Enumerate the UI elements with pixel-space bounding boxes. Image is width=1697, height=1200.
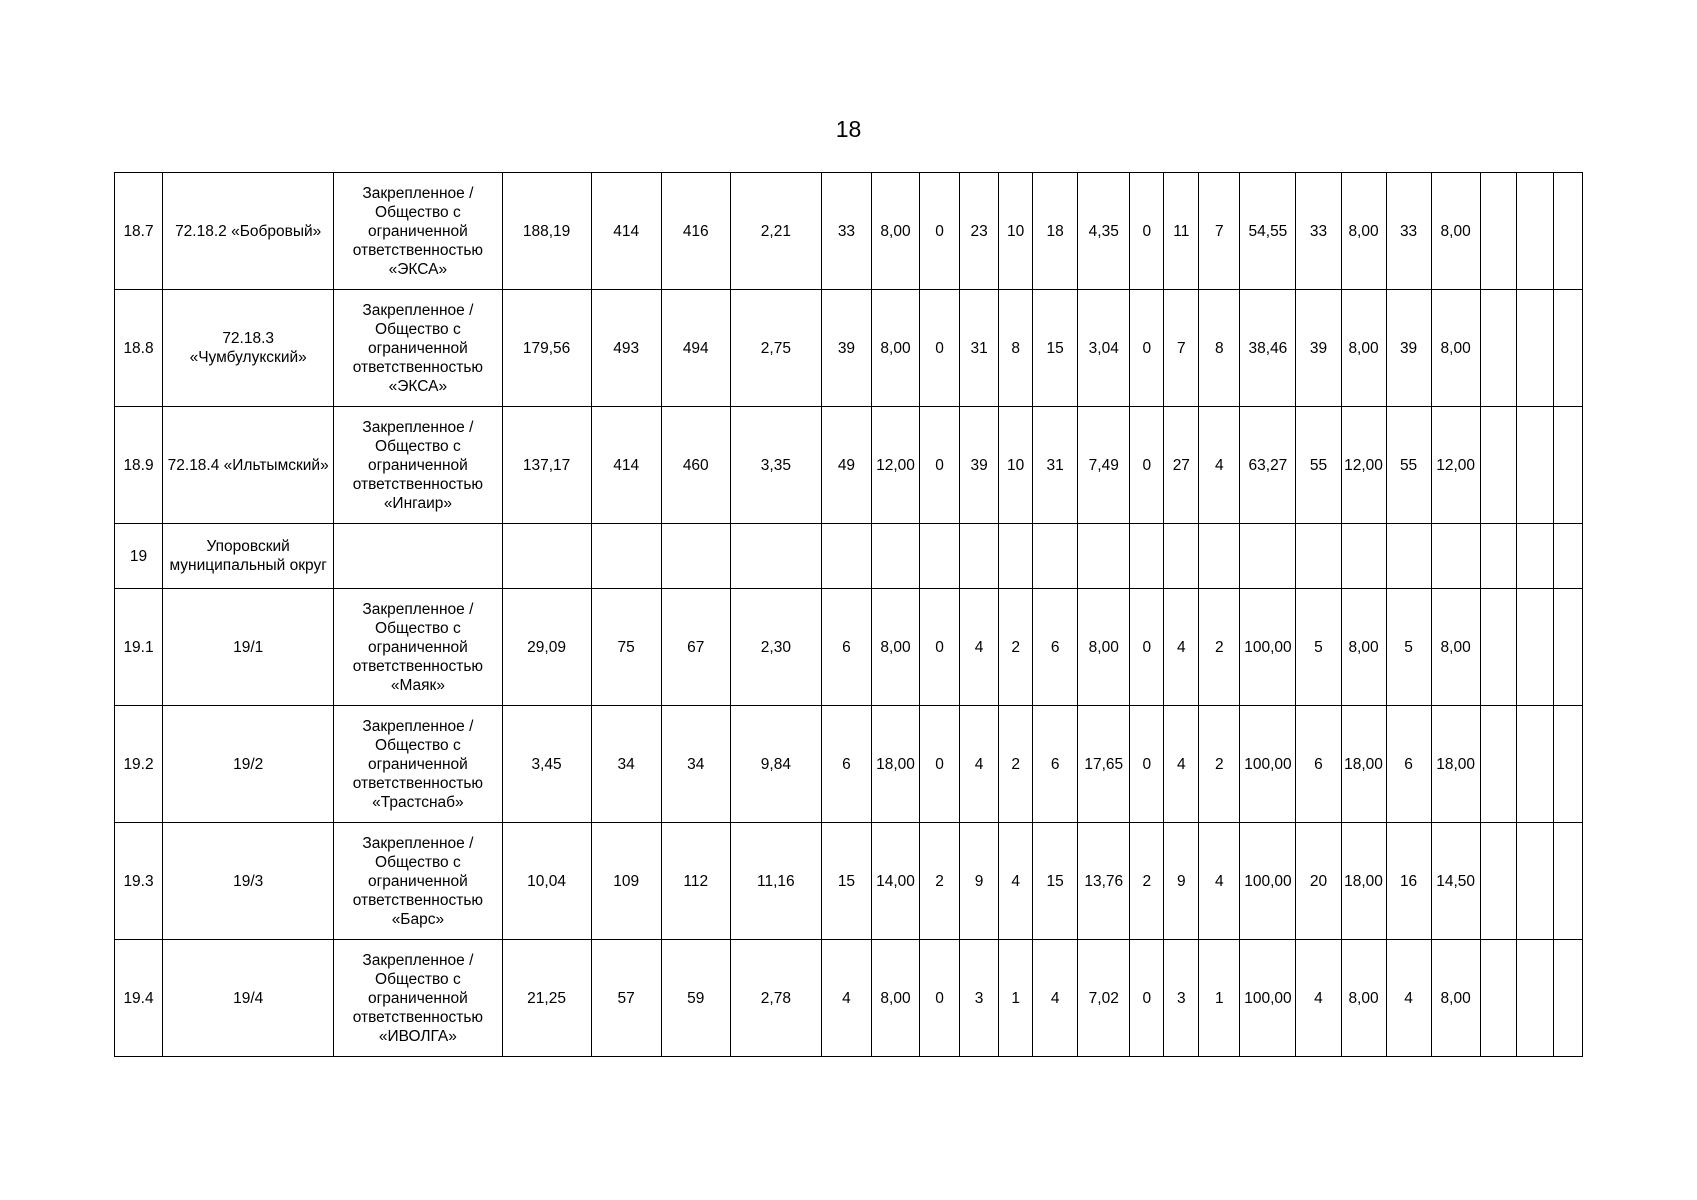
owner-cell <box>334 589 502 706</box>
table-cell: 15 <box>1033 290 1078 407</box>
table-cell <box>871 524 919 589</box>
table-cell: 188,19 <box>502 173 591 290</box>
table-row <box>115 940 1583 1057</box>
table-cell: 2 <box>1199 706 1240 823</box>
table-cell <box>1516 823 1553 940</box>
table-cell: 9,84 <box>730 706 821 823</box>
table-cell: 0 <box>1130 407 1164 524</box>
row-number: 18.7 <box>115 173 163 290</box>
hunting-ground-name: 19/1 <box>163 589 334 706</box>
table-cell: 3,04 <box>1078 290 1130 407</box>
page-number: 18 <box>835 116 862 142</box>
table-cell: 10,04 <box>502 823 591 940</box>
table-cell: 39 <box>821 290 871 407</box>
table-cell <box>1553 407 1582 524</box>
table-cell: 100,00 <box>1240 589 1296 706</box>
owner-name: «ИВОЛГА» <box>378 1027 457 1045</box>
table-cell: 8,00 <box>871 173 919 290</box>
table-cell <box>1480 407 1516 524</box>
table-cell: 1 <box>1199 940 1240 1057</box>
table-cell: 4,35 <box>1078 173 1130 290</box>
owner-prefix: Закрепленное / Общество с ограниченной ответственностью <box>352 834 484 909</box>
table-cell: 12,00 <box>1431 407 1480 524</box>
table-cell: 4 <box>960 706 999 823</box>
table-cell: 11 <box>1164 173 1199 290</box>
table-cell <box>1296 524 1341 589</box>
table-cell: 8,00 <box>1341 589 1386 706</box>
hunting-ground-name: 19/2 <box>163 706 334 823</box>
table-cell <box>1480 589 1516 706</box>
table-cell: 100,00 <box>1240 823 1296 940</box>
table-cell: 3,45 <box>502 706 591 823</box>
table-cell: 0 <box>1130 706 1164 823</box>
table-cell <box>1516 524 1553 589</box>
table-cell <box>1553 173 1582 290</box>
table-cell: 4 <box>999 823 1033 940</box>
table-cell: 0 <box>1130 589 1164 706</box>
table-body <box>115 173 1583 1057</box>
table-cell: 8,00 <box>1341 173 1386 290</box>
table-cell: 27 <box>1164 407 1199 524</box>
table-cell: 31 <box>960 290 999 407</box>
table-cell <box>1480 823 1516 940</box>
table-cell <box>821 524 871 589</box>
owner-prefix: Закрепленное / Общество с ограниченной ответственностью <box>352 184 484 259</box>
table-cell: 5 <box>1296 589 1341 706</box>
table-cell: 414 <box>591 173 661 290</box>
table-cell: 2 <box>999 706 1033 823</box>
table-cell <box>1553 823 1582 940</box>
table-cell: 18,00 <box>1431 706 1480 823</box>
table-cell: 6 <box>1033 589 1078 706</box>
table-cell: 59 <box>661 940 730 1057</box>
table-cell: 8,00 <box>1341 940 1386 1057</box>
table-cell: 8,00 <box>1431 290 1480 407</box>
row-number: 19.4 <box>115 940 163 1057</box>
row-number: 18.8 <box>115 290 163 407</box>
table-cell: 34 <box>591 706 661 823</box>
hunting-ground-name: 19/4 <box>163 940 334 1057</box>
row-number: 19 <box>115 524 163 589</box>
table-cell: 2 <box>1199 589 1240 706</box>
table-cell: 4 <box>1386 940 1431 1057</box>
table-cell: 2 <box>999 589 1033 706</box>
table-cell: 137,17 <box>502 407 591 524</box>
owner-prefix: Закрепленное / Общество с ограниченной ответственностью <box>352 717 484 792</box>
table-cell: 23 <box>960 173 999 290</box>
table-cell: 10 <box>999 407 1033 524</box>
hunting-ground-name: Упоровский муниципальный округ <box>163 524 334 589</box>
table-cell: 31 <box>1033 407 1078 524</box>
owner-name: «Трастснаб» <box>372 793 464 811</box>
table-cell: 8 <box>1199 290 1240 407</box>
table-cell <box>1516 173 1553 290</box>
table-cell: 20 <box>1296 823 1341 940</box>
table-cell: 109 <box>591 823 661 940</box>
table-row <box>115 706 1583 823</box>
owner-name: «Ингаир» <box>383 494 452 512</box>
table-cell: 414 <box>591 407 661 524</box>
hunting-ground-name: 72.18.3 «Чумбулукский» <box>163 290 334 407</box>
owner-cell <box>334 706 502 823</box>
table-cell: 6 <box>821 589 871 706</box>
table-cell: 3 <box>960 940 999 1057</box>
table-cell: 4 <box>1164 589 1199 706</box>
table-cell: 33 <box>1386 173 1431 290</box>
table-cell: 17,65 <box>1078 706 1130 823</box>
table-cell: 112 <box>661 823 730 940</box>
row-number: 18.9 <box>115 407 163 524</box>
table-cell: 8,00 <box>871 290 919 407</box>
table-cell: 8,00 <box>871 940 919 1057</box>
table-cell <box>1553 290 1582 407</box>
table-cell: 38,46 <box>1240 290 1296 407</box>
table-cell: 0 <box>920 407 960 524</box>
owner-prefix: Закрепленное / Общество с ограниченной ответственностью <box>352 951 484 1026</box>
table-cell: 0 <box>1130 290 1164 407</box>
table-cell: 9 <box>1164 823 1199 940</box>
table-cell: 33 <box>1296 173 1341 290</box>
owner-cell <box>334 823 502 940</box>
table-cell <box>1240 524 1296 589</box>
table-cell: 8 <box>999 290 1033 407</box>
table-cell: 16 <box>1386 823 1431 940</box>
table-cell <box>730 524 821 589</box>
table-row <box>115 524 1583 589</box>
owner-cell <box>334 173 502 290</box>
hunting-ground-name: 72.18.2 «Бобровый» <box>163 173 334 290</box>
table-cell <box>1078 524 1130 589</box>
table-cell <box>920 524 960 589</box>
table-cell <box>1199 524 1240 589</box>
table-cell: 39 <box>1386 290 1431 407</box>
owner-cell <box>334 407 502 524</box>
table-cell: 0 <box>920 940 960 1057</box>
table-cell: 0 <box>920 706 960 823</box>
table-row <box>115 589 1583 706</box>
table-cell: 8,00 <box>1431 173 1480 290</box>
table-cell: 0 <box>920 173 960 290</box>
table-cell: 39 <box>960 407 999 524</box>
table-cell: 4 <box>960 589 999 706</box>
table-row <box>115 290 1583 407</box>
table-cell: 6 <box>821 706 871 823</box>
table-cell: 67 <box>661 589 730 706</box>
table-row <box>115 407 1583 524</box>
row-number: 19.2 <box>115 706 163 823</box>
table-cell <box>1341 524 1386 589</box>
table-cell: 2 <box>920 823 960 940</box>
table-cell: 8,00 <box>871 589 919 706</box>
table-cell: 7,49 <box>1078 407 1130 524</box>
table-cell <box>591 524 661 589</box>
table-cell: 4 <box>1033 940 1078 1057</box>
table-cell <box>960 524 999 589</box>
row-number: 19.1 <box>115 589 163 706</box>
table-cell: 15 <box>1033 823 1078 940</box>
table-cell <box>1130 524 1164 589</box>
owner-name: «ЭКСА» <box>388 377 448 395</box>
owner-prefix: Закрепленное / Общество с ограниченной ответственностью <box>352 301 484 376</box>
table-cell: 10 <box>999 173 1033 290</box>
table-cell <box>1480 706 1516 823</box>
table-cell <box>661 524 730 589</box>
table-cell: 34 <box>661 706 730 823</box>
table-cell: 179,56 <box>502 290 591 407</box>
table-cell <box>1516 589 1553 706</box>
table-cell <box>1516 706 1553 823</box>
table-cell <box>1033 524 1078 589</box>
table-cell <box>1553 589 1582 706</box>
owner-cell <box>334 940 502 1057</box>
table-cell: 3,35 <box>730 407 821 524</box>
owner-name: «Барс» <box>391 910 445 928</box>
table-cell: 2,30 <box>730 589 821 706</box>
table-cell: 8,00 <box>1431 940 1480 1057</box>
table-cell: 29,09 <box>502 589 591 706</box>
table-cell: 11,16 <box>730 823 821 940</box>
table-cell: 3 <box>1164 940 1199 1057</box>
table-cell: 54,55 <box>1240 173 1296 290</box>
table-cell: 8,00 <box>1431 589 1480 706</box>
table-cell: 416 <box>661 173 730 290</box>
table-cell <box>1386 524 1431 589</box>
hunting-grounds-table <box>114 172 1583 1057</box>
hunting-ground-name: 19/3 <box>163 823 334 940</box>
table-cell: 7,02 <box>1078 940 1130 1057</box>
table-cell: 63,27 <box>1240 407 1296 524</box>
table-cell: 0 <box>1130 173 1164 290</box>
table-cell: 55 <box>1296 407 1341 524</box>
table-cell: 6 <box>1296 706 1341 823</box>
table-cell: 100,00 <box>1240 706 1296 823</box>
table-cell: 4 <box>1296 940 1341 1057</box>
table-cell: 39 <box>1296 290 1341 407</box>
table-cell: 8,00 <box>1078 589 1130 706</box>
owner-name: «Маяк» <box>390 676 445 694</box>
owner-prefix: Закрепленное / Общество с ограниченной ответственностью <box>352 418 484 493</box>
table-row <box>115 173 1583 290</box>
table-cell: 0 <box>920 589 960 706</box>
table-cell: 2,78 <box>730 940 821 1057</box>
table-cell: 49 <box>821 407 871 524</box>
table-cell: 2,75 <box>730 290 821 407</box>
table-cell: 8,00 <box>1341 290 1386 407</box>
table-cell <box>1480 940 1516 1057</box>
table-cell: 493 <box>591 290 661 407</box>
table-cell <box>1480 290 1516 407</box>
table-cell: 55 <box>1386 407 1431 524</box>
table-cell: 2,21 <box>730 173 821 290</box>
table-cell <box>1516 940 1553 1057</box>
table-cell: 75 <box>591 589 661 706</box>
table-cell: 5 <box>1386 589 1431 706</box>
table-cell: 14,50 <box>1431 823 1480 940</box>
owner-prefix: Закрепленное / Общество с ограниченной ответственностью <box>352 600 484 675</box>
table-cell: 12,00 <box>871 407 919 524</box>
table-cell: 57 <box>591 940 661 1057</box>
table-cell <box>1553 940 1582 1057</box>
table-cell: 0 <box>1130 940 1164 1057</box>
table-cell: 4 <box>1199 407 1240 524</box>
table-cell: 18,00 <box>1341 823 1386 940</box>
table-cell: 6 <box>1386 706 1431 823</box>
table-cell: 15 <box>821 823 871 940</box>
table-cell: 494 <box>661 290 730 407</box>
hunting-ground-name: 72.18.4 «Ильтымский» <box>163 407 334 524</box>
table-cell: 0 <box>920 290 960 407</box>
owner-name: «ЭКСА» <box>388 260 448 278</box>
table-cell: 18,00 <box>871 706 919 823</box>
table-cell <box>1516 407 1553 524</box>
table-cell: 18 <box>1033 173 1078 290</box>
table-cell: 12,00 <box>1341 407 1386 524</box>
table-cell <box>1553 706 1582 823</box>
table-cell: 1 <box>999 940 1033 1057</box>
table-cell: 9 <box>960 823 999 940</box>
table-cell: 7 <box>1199 173 1240 290</box>
table-cell: 21,25 <box>502 940 591 1057</box>
table-cell <box>502 524 591 589</box>
table-cell: 18,00 <box>1341 706 1386 823</box>
table-cell <box>1431 524 1480 589</box>
table-cell <box>1480 524 1516 589</box>
table-cell: 460 <box>661 407 730 524</box>
table-cell: 13,76 <box>1078 823 1130 940</box>
table-cell: 14,00 <box>871 823 919 940</box>
table-cell: 33 <box>821 173 871 290</box>
table-cell: 100,00 <box>1240 940 1296 1057</box>
row-number: 19.3 <box>115 823 163 940</box>
table-cell <box>999 524 1033 589</box>
table-cell <box>1480 173 1516 290</box>
owner-cell <box>334 290 502 407</box>
table-cell <box>1164 524 1199 589</box>
table-cell: 4 <box>1199 823 1240 940</box>
table-cell: 6 <box>1033 706 1078 823</box>
table-row <box>115 823 1583 940</box>
table-cell: 7 <box>1164 290 1199 407</box>
table-cell <box>1553 524 1582 589</box>
table-cell: 2 <box>1130 823 1164 940</box>
table-cell: 4 <box>1164 706 1199 823</box>
owner-cell <box>334 524 502 589</box>
table-cell <box>1516 290 1553 407</box>
table-cell: 4 <box>821 940 871 1057</box>
